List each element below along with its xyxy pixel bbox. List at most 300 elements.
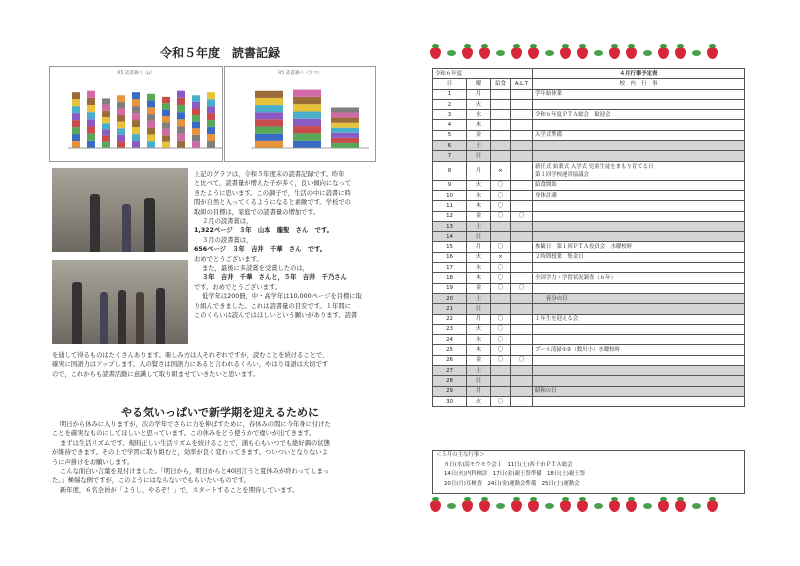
bar-segment [207, 141, 215, 148]
lunch-cell: 〇 [491, 335, 511, 345]
event-cell [533, 366, 745, 376]
day-cell: 13 [433, 221, 467, 231]
schedule-row [433, 355, 745, 365]
bar-segment [255, 134, 283, 141]
lunch-cell [491, 89, 511, 99]
chart1-svg [50, 76, 222, 160]
alt-cell [511, 252, 533, 262]
schedule-row [433, 283, 745, 293]
event-cell: プール清掃①②（数川小）水曜校時 [533, 345, 745, 355]
weekday-cell: 土 [467, 366, 491, 376]
text-line: きたように思います。この調子で，生活の中に読書に時 [194, 189, 351, 197]
chart-title: R5 読書調べ（さつ） [278, 71, 322, 76]
day-cell: 12 [433, 211, 467, 221]
strawberry-border-top [430, 47, 718, 59]
event-cell [533, 211, 745, 221]
text-line: このくらいは読んではほしいという願いがあります。読書 [194, 312, 358, 320]
schedule-row [433, 335, 745, 345]
weekday-cell: 日 [467, 151, 491, 161]
weekday-cell: 土 [467, 141, 491, 151]
day-cell: 30 [433, 396, 467, 406]
lunch-cell [491, 376, 511, 386]
weekday-cell: 金 [467, 283, 491, 293]
bar-segment [207, 134, 215, 141]
weekday-cell: 火 [467, 180, 491, 190]
bar-segment [207, 113, 215, 120]
lunch-cell: 〇 [491, 180, 511, 190]
bar-segment [117, 115, 125, 122]
event-cell [533, 283, 745, 293]
bar-segment [102, 105, 110, 111]
text-line: こんな面白い言葉を見付けました。「明日から，明日からと40回言うと夏休みが終わってしまっ [60, 468, 330, 476]
bar-segment [72, 92, 80, 99]
table-title: ４月行事予定表 [533, 69, 745, 79]
bar-segment [87, 119, 95, 126]
bar-segment [147, 128, 155, 135]
schedule-row [433, 120, 745, 130]
bar-segment [72, 120, 80, 127]
weekday-cell: 水 [467, 110, 491, 120]
april-schedule-table [432, 68, 745, 407]
alt-cell [511, 99, 533, 109]
bar-segment [177, 141, 185, 148]
day-cell: 27 [433, 366, 467, 376]
schedule-row [433, 263, 745, 273]
bar-segment [255, 91, 283, 98]
event-cell [533, 151, 745, 161]
day-cell: 19 [433, 283, 467, 293]
weekday-cell: 木 [467, 345, 491, 355]
bar-segment [147, 101, 155, 108]
bar-segment [117, 102, 125, 109]
day-cell: 18 [433, 273, 467, 283]
alt-cell [511, 396, 533, 406]
bar-segment [207, 106, 215, 113]
bar-segment [162, 122, 170, 128]
day-cell: 29 [433, 386, 467, 396]
bar-segment [117, 141, 125, 148]
bar-segment [147, 141, 155, 148]
bar-segment [72, 134, 80, 141]
bar-segment [177, 134, 185, 141]
weekday-cell: 月 [467, 242, 491, 252]
bar-segment [132, 141, 140, 148]
schedule-row [433, 293, 745, 303]
notes-line: ８日(水)読モウモウ会１ 11日(土)西千市ＰＴＡ総会 [444, 461, 573, 468]
day-cell: 15 [433, 242, 467, 252]
reading-books-chart [224, 66, 376, 162]
bar-segment [331, 113, 359, 118]
chart2-svg [225, 76, 375, 160]
bar-segment [293, 141, 321, 148]
bar-segment [132, 99, 140, 106]
weekday-cell: 木 [467, 201, 491, 211]
notes-line: 14日(火)内科検診 17日(金)親王祭準備 18日(土)親王祭 [444, 471, 586, 477]
lunch-cell: 〇 [491, 190, 511, 200]
lunch-cell [491, 221, 511, 231]
body-text [52, 420, 392, 495]
page-title: 令和５年度 読書記録 [159, 46, 280, 60]
weekday-cell: 水 [467, 263, 491, 273]
bar-segment [293, 119, 321, 126]
event-cell [533, 324, 745, 334]
alt-cell [511, 120, 533, 130]
lunch-cell [491, 304, 511, 314]
bar-segment [293, 90, 321, 97]
bar-segment [331, 133, 359, 138]
strawberry-icon [479, 47, 490, 59]
bar-segment [132, 134, 140, 141]
weekday-cell: 月 [467, 314, 491, 324]
lunch-cell: 〇 [491, 263, 511, 273]
day-cell: 3 [433, 110, 467, 120]
event-line: 第１回学校運営協議会 [535, 171, 589, 178]
bar-segment [147, 107, 155, 114]
notes-title: ＜５月の主な行事＞ [436, 452, 485, 458]
text-line: と比べて，読書量が増えた子が多く，良い傾向になって [194, 180, 352, 188]
text-line: また，最後に多読賞を受賞したのは， [202, 265, 310, 273]
bar-segment [293, 111, 321, 118]
bar-segment [102, 129, 110, 135]
bar-segment [207, 99, 215, 106]
event-cell: 学年始休業 [533, 89, 745, 99]
weekday-cell: 金 [467, 355, 491, 365]
event-cell [533, 201, 745, 211]
schedule-row [433, 324, 745, 334]
lunch-cell [491, 386, 511, 396]
alt-cell [511, 221, 533, 231]
bar-segment [293, 97, 321, 104]
reading-pages-chart [49, 66, 223, 162]
lunch-cell: 〇 [491, 314, 511, 324]
lunch-cell: 〇 [491, 345, 511, 355]
bar-segment [132, 127, 140, 134]
leaf-icon [643, 50, 652, 56]
bar-segment [192, 95, 200, 102]
leaf-icon [692, 50, 701, 56]
bar-segment [87, 134, 95, 141]
schedule-row [433, 151, 745, 161]
alt-cell [511, 386, 533, 396]
schedule-row [433, 211, 745, 221]
day-cell: 16 [433, 252, 467, 262]
text-line: 低学年は200冊，中・高学年は10,000ページを目標に取 [202, 293, 362, 301]
lunch-cell: 〇 [491, 355, 511, 365]
bar-segment [177, 126, 185, 133]
event-cell: １年生を迎える会 [533, 314, 745, 324]
strawberry-icon [707, 500, 718, 512]
alt-cell [511, 201, 533, 211]
alt-cell [511, 366, 533, 376]
lunch-cell [491, 99, 511, 109]
strawberry-icon [609, 47, 620, 59]
text-line: を通して得るものはたくさんあります。楽しみ方は人それぞれですが，読むことを続けることで， [52, 352, 329, 359]
lunch-cell [491, 293, 511, 303]
weekday-cell: 火 [467, 99, 491, 109]
lunch-cell [491, 232, 511, 242]
text-line: 取組の目標は，家庭での読書量の増加です。 [194, 208, 320, 216]
bar-segment [255, 141, 283, 148]
schedule-row [433, 232, 745, 242]
day-cell: 26 [433, 355, 467, 365]
strawberry-icon [511, 47, 522, 59]
chart-title: R5 読書調べ（p） [117, 71, 155, 76]
bar-segment [87, 98, 95, 105]
schedule-row [433, 99, 745, 109]
day-cell: 1 [433, 89, 467, 99]
event-cell [533, 263, 745, 273]
may-events-notes [432, 450, 745, 494]
text-line: た。」極端な例ですが，このようにはならないでもらいたいものです。 [52, 477, 250, 485]
event-cell [533, 99, 745, 109]
day-cell: 20 [433, 293, 467, 303]
alt-cell [511, 151, 533, 161]
strawberry-icon [675, 47, 686, 59]
weekday-cell: 月 [467, 89, 491, 99]
bar-segment [207, 92, 215, 99]
schedule-row [433, 89, 745, 99]
schedule-row [433, 304, 745, 314]
alt-cell [511, 273, 533, 283]
leaf-icon [447, 503, 456, 509]
bar-segment [117, 135, 125, 142]
leaf-icon [594, 503, 603, 509]
leaf-icon [545, 50, 554, 56]
weekday-cell: 火 [467, 252, 491, 262]
day-cell: 24 [433, 335, 467, 345]
event-cell: 全国学力・学習状況調査（６年） [533, 273, 745, 283]
alt-cell [511, 335, 533, 345]
text-line: 確実に国語力はアップします。人の賢さは国語力にあると言われるくらい，やはり母語は大切です [52, 361, 329, 369]
bar-segment [87, 112, 95, 119]
strawberry-icon [707, 47, 718, 59]
bar-segment [147, 121, 155, 128]
event-cell [533, 232, 745, 242]
bar-segment [331, 128, 359, 133]
lunch-cell [491, 130, 511, 140]
schedule-row [433, 386, 745, 396]
schedule-row [433, 161, 745, 180]
award-line: ３年 吉井 千華 さんと，５年 吉井 千乃さん [202, 274, 347, 282]
bar-segment [177, 112, 185, 119]
bar-segment [331, 118, 359, 123]
lunch-cell [491, 110, 511, 120]
strawberry-icon [560, 47, 571, 59]
bar-segment [255, 112, 283, 119]
weekday-cell: 水 [467, 190, 491, 200]
weekday-cell: 金 [467, 211, 491, 221]
era-label: 令和６年度 [433, 69, 533, 79]
strawberry-icon [675, 500, 686, 512]
bar-segment [207, 120, 215, 127]
bar-segment [293, 133, 321, 140]
weekday-cell: 火 [467, 396, 491, 406]
bar-segment [72, 99, 80, 106]
weekday-cell: 木 [467, 120, 491, 130]
alt-cell [511, 242, 533, 252]
alt-cell [511, 293, 533, 303]
strawberry-icon [528, 500, 539, 512]
alt-cell [511, 190, 533, 200]
event-cell: 令和６年度ＰＴＡ総会 歓迎会 [533, 110, 745, 120]
bar-segment [177, 119, 185, 126]
strawberry-icon [577, 500, 588, 512]
alt-cell [511, 180, 533, 190]
alt-cell [511, 376, 533, 386]
leaf-icon [496, 50, 505, 56]
bar-segment [102, 142, 110, 148]
bar-segment [162, 110, 170, 116]
schedule-row [433, 314, 745, 324]
schedule-row [433, 130, 745, 140]
leaf-icon [692, 503, 701, 509]
bar-segment [87, 105, 95, 112]
bar-segment [72, 127, 80, 134]
text-line: ので，これからも読書活動に意識して取り組ませていきたいと思います。 [52, 370, 260, 378]
strawberry-icon [430, 500, 441, 512]
bar-segment [117, 128, 125, 135]
alt-cell: 〇 [511, 283, 533, 293]
alt-cell: 〇 [511, 355, 533, 365]
lunch-cell: 〇 [491, 273, 511, 283]
day-cell: 11 [433, 201, 467, 211]
alt-cell [511, 110, 533, 120]
schedule-row [433, 252, 745, 262]
event-cell [533, 376, 745, 386]
event-cell: 身体計測 [533, 190, 745, 200]
bar-segment [331, 107, 359, 112]
weekday-cell: 月 [467, 161, 491, 180]
event-cell: 入学式準備 [533, 130, 745, 140]
lunch-cell [491, 141, 511, 151]
bar-segment [192, 135, 200, 142]
bar-segment [117, 95, 125, 102]
day-cell: 8 [433, 161, 467, 180]
leaf-icon [447, 50, 456, 56]
schedule-row [433, 273, 745, 283]
bar-segment [102, 136, 110, 142]
bar-segment [87, 91, 95, 98]
bar-segment [177, 91, 185, 98]
col-alt: A.L.T [511, 79, 533, 89]
bar-segment [331, 123, 359, 128]
bar-segment [177, 98, 185, 105]
leaf-icon [545, 503, 554, 509]
leaf-icon [643, 503, 652, 509]
day-cell: 2 [433, 99, 467, 109]
text-line: ことを確実なものにしてほしいと思っています。この休みをどう使うかで違いが出てきます。 [52, 430, 316, 438]
weekday-cell: 水 [467, 335, 491, 345]
day-cell: 23 [433, 324, 467, 334]
lunch-cell: × [491, 252, 511, 262]
bar-segment [331, 138, 359, 143]
bar-segment [162, 129, 170, 135]
lunch-cell: 〇 [491, 242, 511, 252]
bar-segment [207, 127, 215, 134]
bar-segment [162, 135, 170, 141]
bar-segment [255, 119, 283, 126]
lunch-cell [491, 366, 511, 376]
day-cell: 5 [433, 130, 467, 140]
bar-segment [132, 106, 140, 113]
award-line: 656ページ ３年 吉井 千華 さん です。 [194, 246, 327, 254]
alt-cell [511, 161, 533, 180]
photo-award-2 [52, 260, 188, 344]
alt-cell [511, 141, 533, 151]
strawberry-icon [528, 47, 539, 59]
event-cell: 春分の日 [533, 293, 745, 303]
bar-segment [102, 117, 110, 123]
bar-segment [72, 141, 80, 148]
strawberry-icon [560, 500, 571, 512]
bar-segment [147, 134, 155, 141]
event-cell: 昭和の日 [533, 386, 745, 396]
day-cell: 10 [433, 190, 467, 200]
event-cell [533, 304, 745, 314]
bar-segment [192, 141, 200, 148]
schedule-row [433, 190, 745, 200]
bar-segment [331, 143, 359, 148]
lunch-cell: 〇 [491, 324, 511, 334]
weekday-cell: 日 [467, 304, 491, 314]
alt-cell: 〇 [511, 211, 533, 221]
schedule-row [433, 345, 745, 355]
text-line: ２月の読書賞は， [202, 218, 253, 226]
day-cell: 21 [433, 304, 467, 314]
event-cell [533, 141, 745, 151]
bar-segment [72, 113, 80, 120]
event-cell [533, 355, 745, 365]
alt-cell [511, 345, 533, 355]
lunch-cell: 〇 [491, 283, 511, 293]
schedule-row [433, 242, 745, 252]
bar-segment [132, 113, 140, 120]
day-cell: 17 [433, 263, 467, 273]
text-line: 間が自然と入ってくるようになると素敵です。学校での [194, 199, 351, 207]
text-line: です。おめでとうございます。 [194, 283, 282, 291]
bar-segment [293, 104, 321, 111]
col-events: 校 内 行 事 [533, 79, 745, 89]
schedule-row [433, 141, 745, 151]
day-cell: 7 [433, 151, 467, 161]
text-line: り組んできました。これは読書量の目安です。１年間に [194, 302, 351, 310]
bar-segment [192, 128, 200, 135]
bar-segment [255, 127, 283, 134]
weekday-cell: 火 [467, 324, 491, 334]
weekday-cell: 木 [467, 273, 491, 283]
bar-segment [117, 108, 125, 115]
alt-cell [511, 263, 533, 273]
lunch-cell: 〇 [491, 211, 511, 221]
text-line: ３月の読書賞は， [202, 236, 253, 244]
text-line: 明日から休みに入りますが，次の学年でさらに力を伸ばすために，春休みの間に今年身に付けた [60, 421, 331, 428]
bar-segment [192, 108, 200, 115]
alt-cell [511, 324, 533, 334]
intro-text-wide [52, 351, 390, 379]
schedule-row [433, 180, 745, 190]
weekday-cell: 日 [467, 232, 491, 242]
event-cell: 参観日 第１回ＰＴＡ役員会 水曜校時 [533, 242, 745, 252]
strawberry-icon [430, 47, 441, 59]
event-line: 新任式 始業式 入学式 児童生徒をまもり育てる日 [535, 163, 654, 170]
event-cell [533, 396, 745, 406]
notes-line: 20日(月)耳検査 24日(金)運動会準備 25日(土)運動会 [444, 480, 580, 487]
strawberry-icon [462, 47, 473, 59]
bar-segment [162, 142, 170, 148]
text-line: 新年度，６名全員が「ようし，やるぞ！」で，スタートすることを期待しています。 [60, 486, 299, 494]
bar-segment [87, 126, 95, 133]
strawberry-icon [626, 47, 637, 59]
